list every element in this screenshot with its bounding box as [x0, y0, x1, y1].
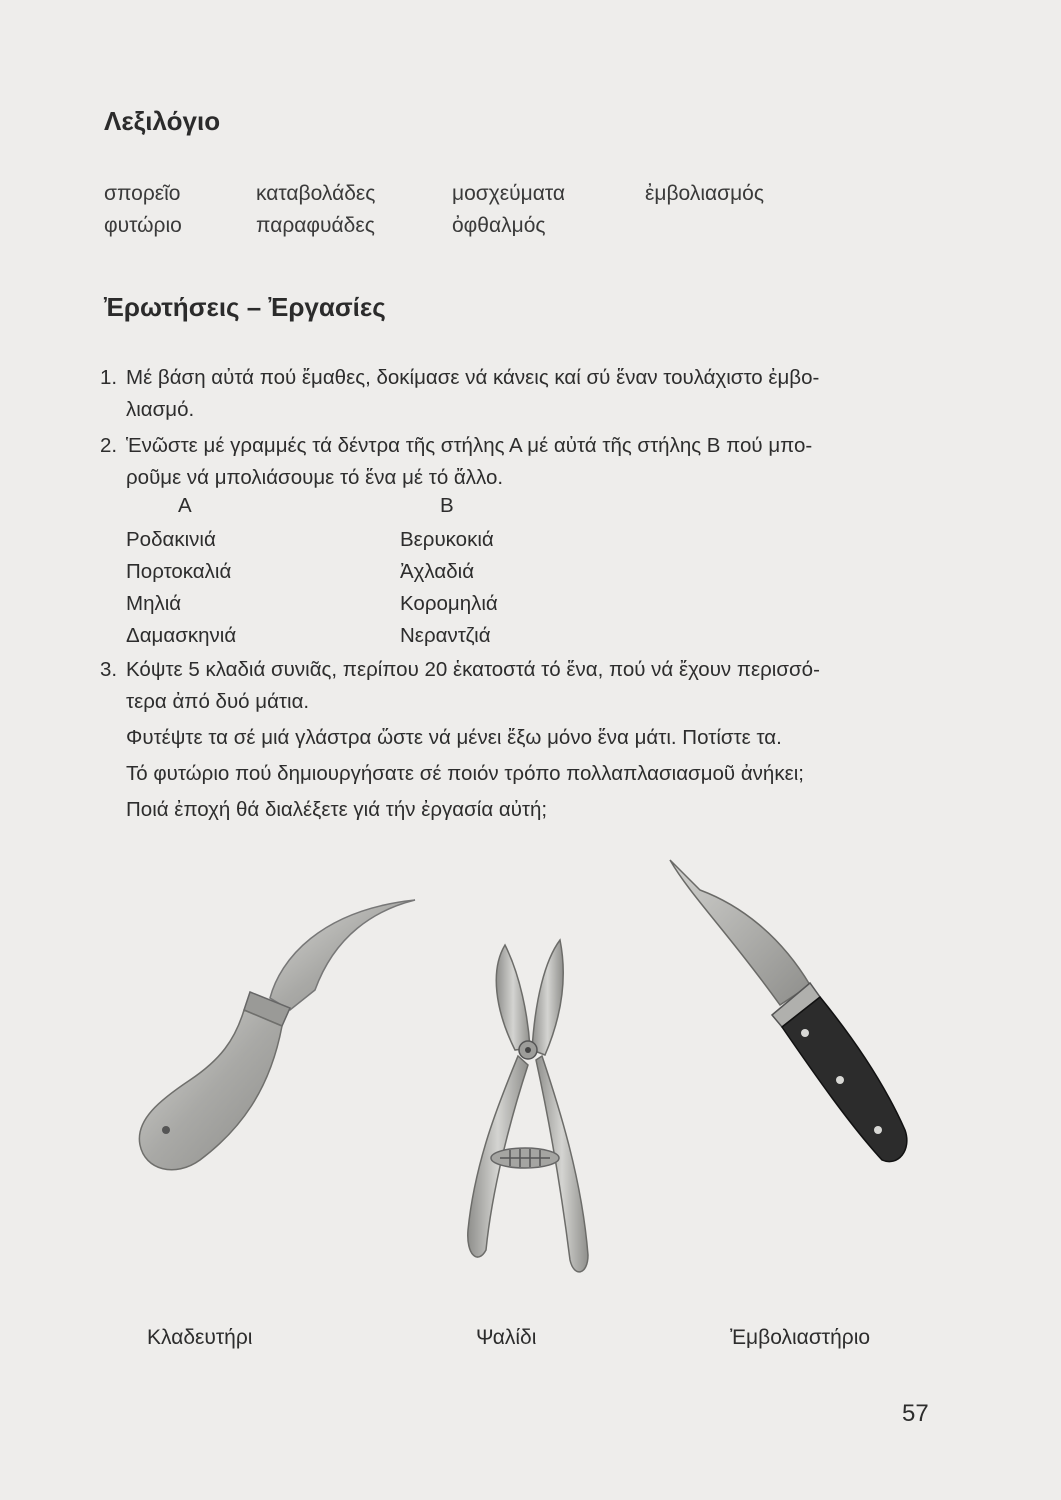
vocab-word: σπορεῖο: [104, 182, 181, 205]
question-text: λιασμό.: [126, 398, 195, 421]
question-number: 1.: [100, 366, 118, 389]
question-2: [100, 430, 936, 494]
question-number: 3.: [100, 658, 118, 681]
pruning-shears-icon: [420, 930, 620, 1290]
column-a-item: Μηλιά: [126, 592, 182, 615]
question-text: Ποιά ἐποχή θά διαλέξετε γιά τήν ἐργασία αὐτή;: [126, 798, 548, 821]
vocab-word: ἐμβολιασμός: [645, 182, 764, 205]
column-b-item: Κορομηλιά: [400, 592, 498, 615]
tool-caption: Ἐμβολιαστήριο: [730, 1326, 871, 1349]
vocab-word: ὀφθαλμός: [452, 214, 546, 237]
vocab-word: παραφυάδες: [256, 214, 375, 237]
page-number: 57: [902, 1400, 929, 1427]
grafting-knife-icon: [660, 855, 930, 1185]
tool-caption: Κλαδευτήρι: [147, 1326, 253, 1349]
vocab-word: φυτώριο: [104, 214, 182, 237]
pruning-knife-icon: [120, 880, 430, 1200]
column-b-header: Β: [440, 494, 454, 517]
vocab-word: καταβολάδες: [256, 182, 376, 205]
column-a-item: Πορτοκαλιά: [126, 560, 232, 583]
column-b-item: Νεραντζιά: [400, 624, 491, 647]
question-text: τερα ἀπό δυό μάτια.: [126, 690, 310, 713]
question-1: [100, 362, 936, 426]
vocab-word: μοσχεύματα: [452, 182, 565, 205]
column-a-header: Α: [178, 494, 192, 517]
question-text: Μέ βάση αὐτά πού ἔμαθες, δοκίμασε νά κάνεις καί σύ ἕναν τουλάχιστο ἐμβο-: [126, 366, 820, 389]
vocabulary-title: Λεξιλόγιο: [104, 106, 221, 136]
question-3: [100, 654, 936, 826]
column-b-item: Ἀχλαδιά: [400, 560, 475, 583]
question-text: Τό φυτώριο πού δημιουργήσατε σέ ποιόν τρόπο πολλαπλασιασμοῦ ἀνήκει;: [126, 762, 804, 785]
tool-caption: Ψαλίδι: [476, 1326, 537, 1349]
column-b-item: Βερυκοκιά: [400, 528, 494, 551]
column-a-item: Ροδακινιά: [126, 528, 216, 551]
question-text: Φυτέψτε τα σέ μιά γλάστρα ὥστε νά μένει ἔξω μόνο ἕνα μάτι. Ποτίστε τα.: [126, 726, 782, 749]
question-number: 2.: [100, 434, 118, 457]
question-text: Ἑνῶστε μέ γραμμές τά δέντρα τῆς στήλης Α μέ αὐτά τῆς στήλης Β πού μπο-: [126, 434, 813, 457]
question-text: ροῦμε νά μπολιάσουμε τό ἕνα μέ τό ἄλλο.: [126, 466, 504, 489]
column-a-item: Δαμασκηνιά: [126, 624, 237, 647]
question-text: Κόψτε 5 κλαδιά συνιᾶς, περίπου 20 ἑκατοστά τό ἕνα, πού νά ἔχουν περισσό-: [126, 658, 820, 681]
questions-title: Ἐρωτήσεις – Ἐργασίες: [104, 292, 386, 322]
